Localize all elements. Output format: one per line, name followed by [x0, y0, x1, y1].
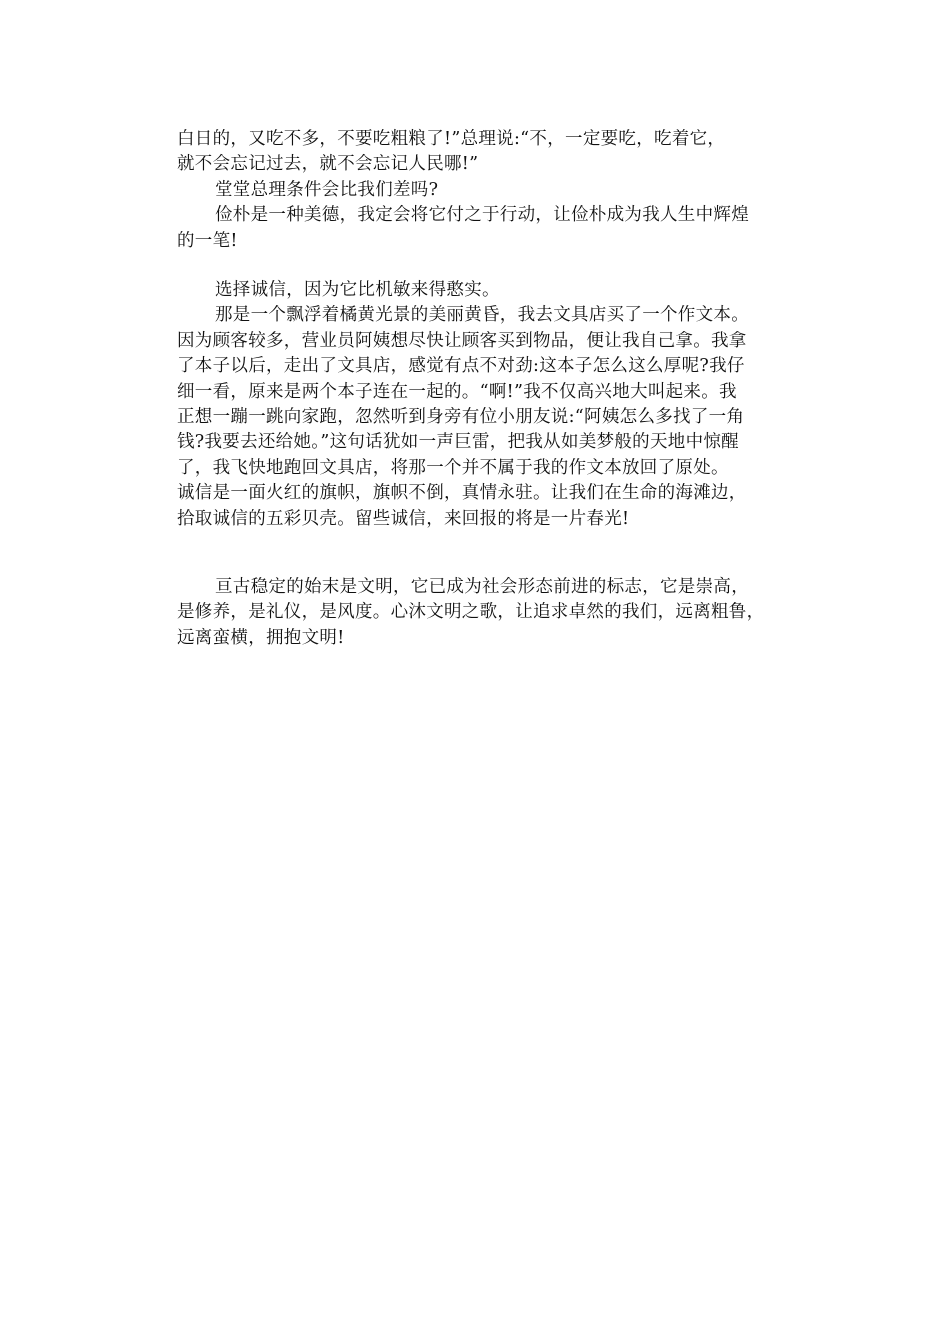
text-line: 的一笔!	[177, 230, 238, 251]
text-line: 诚信是一面火红的旗帜，旗帜不倒，真情永驻。让我们在生命的海滩边，	[177, 483, 747, 504]
text-line: 因为顾客较多，营业员阿姨想尽快让顾客买到物品，便让我自己拿。我拿	[177, 330, 747, 351]
text-line: 堂堂总理条件会比我们差吗?	[215, 179, 439, 200]
text-line: 了，我飞快地跑回文具店，将那一个并不属于我的作文本放回了原处。	[177, 457, 729, 478]
section-frugality	[177, 127, 799, 254]
text-line: 远离蛮横，拥抱文明!	[177, 627, 345, 648]
section-civilization	[177, 575, 799, 651]
section-honesty	[177, 278, 799, 532]
text-line: 就不会忘记过去，就不会忘记人民哪!”	[177, 154, 479, 175]
text-line: 正想一蹦一跳向家跑，忽然听到身旁有位小朋友说:“阿姨怎么多找了一角	[177, 406, 745, 427]
text-line: 是修养，是礼仪，是风度。心沐文明之歌，让追求卓然的我们，远离粗鲁，	[177, 602, 765, 623]
text-line: 细一看，原来是两个本子连在一起的。“啊!”我不仅高兴地大叫起来。我	[177, 381, 737, 402]
text-line: 那是一个飘浮着橘黄光景的美丽黄昏，我去文具店买了一个作文本。	[215, 305, 749, 326]
text-line: 白日的，又吃不多，不要吃粗粮了!”总理说:“不，一定要吃，吃着它，	[177, 129, 726, 149]
text-line: 钱?我要去还给她。”这句话犹如一声巨雷，把我从如美梦般的天地中惊醒	[177, 432, 739, 453]
text-line: 了本子以后，走出了文具店，感觉有点不对劲:这本子怎么这么厚呢?我仔	[177, 356, 745, 377]
text-line: 拾取诚信的五彩贝壳。留些诚信，来回报的将是一片春光!	[177, 508, 630, 529]
text-line: 亘古稳定的始末是文明，它已成为社会形态前进的标志，它是崇高，	[215, 577, 749, 597]
text-line: 俭朴是一种美德，我定会将它付之于行动，让俭朴成为我人生中辉煌	[215, 205, 749, 226]
text-line: 选择诚信，因为它比机敏来得憨实。	[215, 280, 500, 300]
